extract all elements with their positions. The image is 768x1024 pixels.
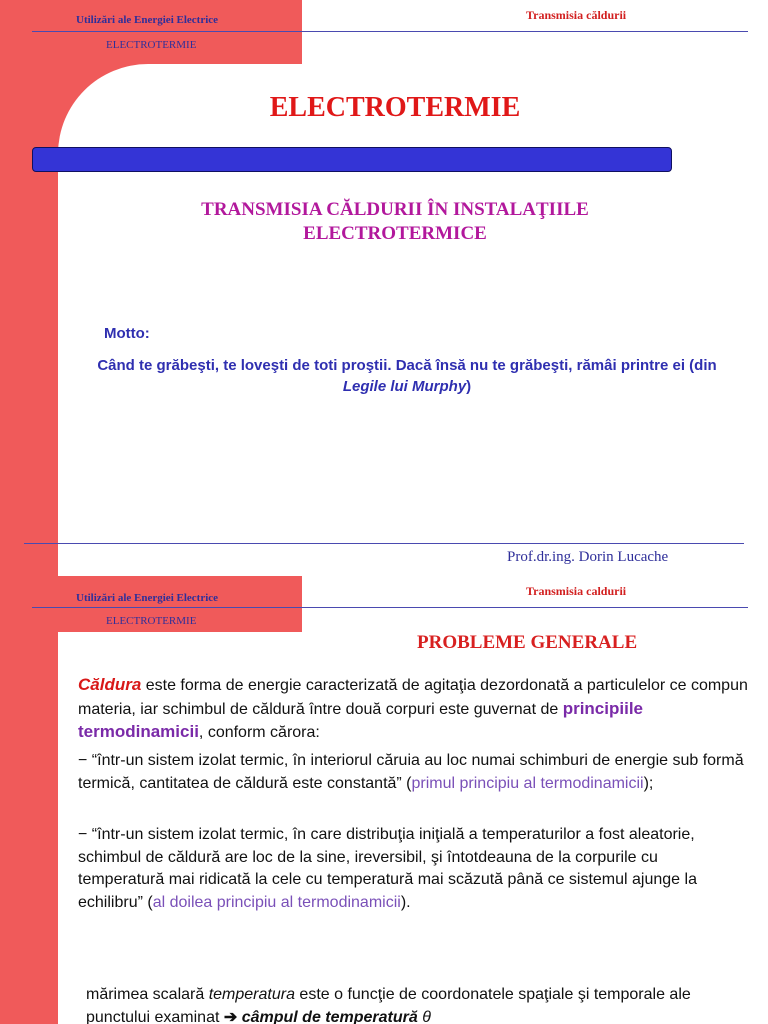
header-subject: ELECTROTERMIE: [106, 615, 197, 627]
header-course-name: Utilizări ale Energiei Electrice: [76, 14, 219, 26]
second-principle-label: al doilea principiu al termodinamicii: [152, 893, 401, 911]
arrow-right-icon: ➔: [223, 1008, 238, 1024]
paragraph-definition: [78, 674, 748, 745]
paragraph-text-end: ).: [400, 893, 411, 911]
motto-text: [92, 355, 722, 397]
header-topic: Transmisia căldurii: [526, 8, 627, 22]
slide-content-panel: [58, 64, 768, 576]
author-name: Prof.dr.ing. Dorin Lucache: [507, 549, 669, 565]
paragraph-second-principle: [78, 824, 748, 914]
slide-title: ELECTROTERMIE: [269, 92, 521, 123]
title-underline-bar: [32, 147, 672, 172]
paragraph-text-end: , conform cărora:: [198, 724, 320, 741]
motto-close: ): [466, 378, 472, 395]
paragraph-temperature-field: [86, 984, 746, 1024]
slide-subtitle: TRANSMISIA CĂLDURII ÎN INSTALAŢIILE ELECTROTERMICE: [201, 199, 589, 244]
keyword-thermodynamics: principiile termodinamicii: [78, 698, 643, 741]
paragraph-text: este forma de energie caracterizată de agitaţia dezordonată a particulelor ce compun materia, iar schimbul de căldură între două corpuri este guvernat de: [78, 677, 748, 718]
header-course-name: Utilizări ale Energiei Electrice: [76, 592, 219, 604]
motto-label: Motto:: [104, 325, 150, 342]
first-principle-label: primul principiu al termodinamicii: [411, 774, 644, 792]
paragraph-text: este o funcţie de coordonatele spaţiale şi temporale ale punctului examinat: [86, 986, 691, 1024]
slide-title: PROBLEME GENERALE: [417, 632, 638, 653]
header-topic: Transmisia caldurii: [526, 584, 627, 598]
paragraph-text-end: );: [643, 774, 654, 792]
header-subject: ELECTROTERMIE: [106, 39, 197, 51]
footer-divider: [24, 543, 744, 544]
keyword-heat: Căldura: [78, 675, 142, 694]
header-divider: [32, 607, 748, 608]
paragraph-text: − “într-un sistem izolat termic, în care distribuţia iniţială a temperaturilor a fost aleatorie, schimbul de căldură are loc de la sine, ireversibil, şi întotdeauna de la corpurile cu temperatură mai ridicată la cele cu temperatură mai scăzută până ce sistemul ajunge la echilibru” (: [78, 826, 697, 911]
motto-source: Legile lui Murphy: [342, 378, 467, 395]
paragraph-first-principle: [78, 750, 748, 795]
paragraph-text: mărimea scalară: [86, 986, 209, 1003]
paragraph-text: − “într-un sistem izolat termic, în interiorul căruia au loc numai schimburi de energie sub formă termică, cantitatea de căldură este constantă” (: [78, 752, 744, 792]
header-divider: [32, 31, 748, 32]
slide-2: [0, 576, 768, 1024]
theta-symbol: θ: [422, 1008, 431, 1024]
motto-text-main: Când te grăbeşti, te loveşti de toti proştii. Dacă însă nu te grăbeşti, rămâi printre ei (din: [97, 357, 717, 374]
term-temperature-field: câmpul de temperatură: [237, 1008, 423, 1024]
term-temperature: temperatura: [208, 986, 295, 1003]
